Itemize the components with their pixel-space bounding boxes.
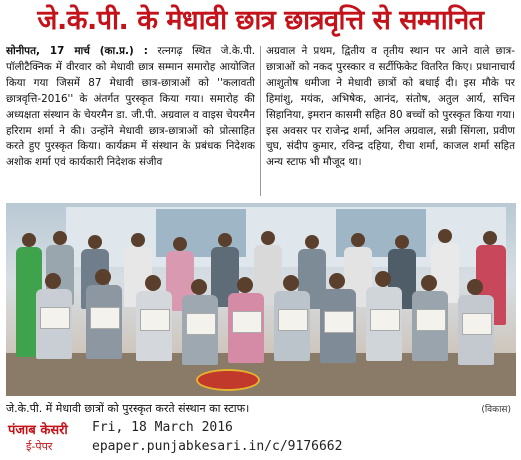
- photo-rangoli: [196, 369, 260, 391]
- logo-title: पंजाब केसरी: [8, 423, 68, 438]
- photo-caption: जे.के.पी. में मेधावी छात्रों को पुरस्कृत करते संस्थान का स्टाफ।: [6, 402, 250, 415]
- dateline: सोनीपत, 17 मार्च (का.प्र.) :: [6, 45, 148, 57]
- article-text-right: अग्रवाल ने प्रथम, द्वितीय व तृतीय स्थान पर आने वाले छात्र-छात्राओं को नकद पुरस्कार व सर्टीफिकेट वितरित किए। प्रधानाचार्य आशुतोष धमीजा ने मेधावी छात्रों को बधाई दी। इस मौके पर हिमांशु, मयंक, अभिषेक, आनंद, संतोष, अतुल आर्य, सचिन सिहानिया, इमरान कासमी सहित 80 बच्चों को पुरस्कृत किया गया। इस अवसर पर राजेन्द्र शर्मा, अनिल अग्रवाल, सन्नी सिंगला, प्रवीण चुघ, संदीप कुमार, रविन्द्र दहिया, रीचा शर्मा, काजल शर्मा सहित अन्य स्टाफ भी मौजूद था।: [266, 45, 515, 169]
- article-column-right: [266, 44, 515, 202]
- column-divider: [260, 46, 261, 196]
- punjab-kesari-logo: [8, 420, 78, 456]
- article-text-left: रत्नगढ़ स्थित जे.के.पी. पॉलीटैक्निक में वीरवार को मेधावी छात्र सम्मान समारोह आयोजित किया गया जिसमें 87 मेधावी छात्र-छात्राओं को ''कलावती छात्रवृत्ति-2016'' के अंतर्गत पुरस्कृत किया गया। समारोह की अध्यक्षता संस्थान के चेयरमैन डा. जी.पी. अग्रवाल व वाइस चेयरमैन हरिराम शर्मा ने की। उन्होंने मेधावी छात्र-छात्राओं को प्रोत्साहित करते हुए पुरस्कृत किया। कार्यक्रम में संस्थान के प्रबंधक निदेशक अशोक शर्मा एवं कार्यकारी निदेशक संजीव: [6, 45, 255, 169]
- headline: जे.के.पी. के मेधावी छात्र छात्रवृत्ति से सम्मानित: [37, 5, 484, 36]
- edition-date: Fri, 18 March 2016: [92, 420, 233, 435]
- epaper-url[interactable]: epaper.punjabkesari.in/c/9176662: [92, 439, 343, 454]
- photo-credit: (विकास): [481, 405, 511, 415]
- footer: [0, 418, 521, 460]
- logo-subtitle: ई-पेपर: [26, 440, 53, 453]
- article-column-left: [6, 44, 255, 202]
- event-photo: [6, 203, 516, 396]
